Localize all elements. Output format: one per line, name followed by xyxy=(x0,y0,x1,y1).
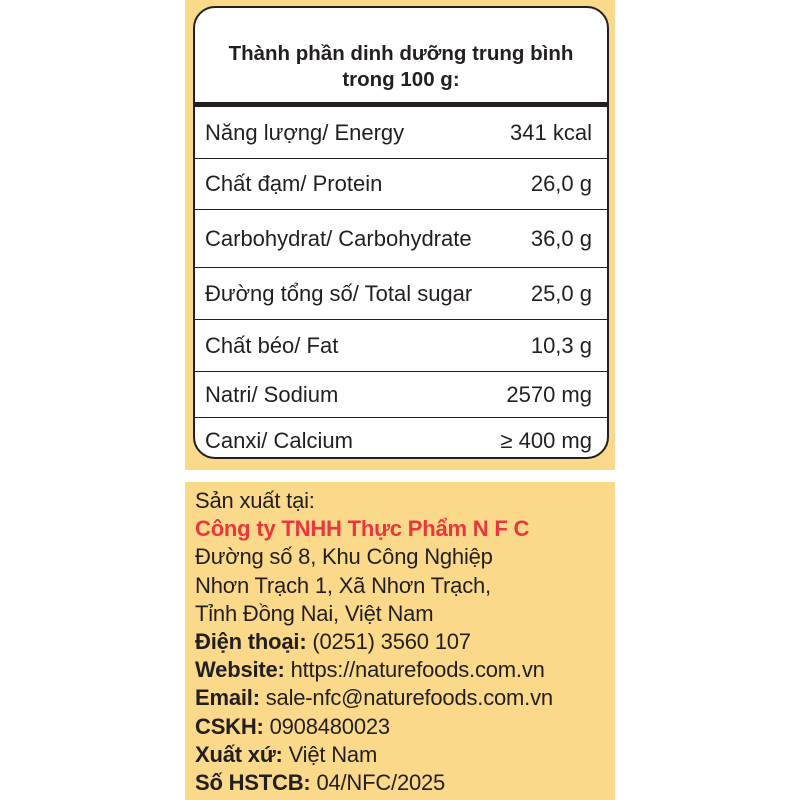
cskh-value: 0908480023 xyxy=(263,713,390,739)
nutrient-value: ≥ 400 mg xyxy=(500,427,592,453)
website-line xyxy=(195,656,613,684)
address-line-1: Đường số 8, Khu Công Nghiệp xyxy=(195,544,493,570)
company-name: Công ty TNHH Thực Phẩm N F C xyxy=(195,516,530,542)
nutrient-value: 2570 mg xyxy=(506,381,592,407)
hstcb-line xyxy=(195,769,613,797)
nutrition-row-carbohydrate xyxy=(195,210,607,268)
nutrition-title-line2: trong 100 g: xyxy=(342,68,460,91)
phone-value: (0251) 3560 107 xyxy=(306,629,471,655)
cskh-label: CSKH: xyxy=(195,713,264,739)
nutrition-row-total-sugar xyxy=(195,268,607,320)
hstcb-label: Số HSTCB: xyxy=(195,770,311,796)
nutrient-label: Carbohydrat/ Carbohydrate xyxy=(205,225,472,251)
nutrition-row-sodium xyxy=(195,372,607,418)
hstcb-value: 04/NFC/2025 xyxy=(310,770,446,796)
nutrition-facts-table xyxy=(193,6,609,459)
nutrient-label: Đường tổng số/ Total sugar xyxy=(205,280,473,306)
nutrition-title xyxy=(195,8,607,107)
nutrition-row-energy xyxy=(195,107,607,159)
website-label: Website: xyxy=(195,657,285,683)
website-value: https://naturefoods.com.vn xyxy=(284,657,545,683)
nutrition-row-fat xyxy=(195,320,607,372)
manufacturer-info xyxy=(195,487,613,797)
email-line xyxy=(195,684,613,712)
origin-value: Việt Nam xyxy=(282,741,378,767)
nutrient-label: Natri/ Sodium xyxy=(205,381,339,407)
address-line-2: Nhơn Trạch 1, Xã Nhơn Trạch, xyxy=(195,572,491,598)
nutrient-value: 25,0 g xyxy=(530,280,592,306)
nutrient-value: 10,3 g xyxy=(530,332,592,358)
made-at-label: Sản xuất tại: xyxy=(195,488,315,513)
nutrition-row-protein xyxy=(195,159,607,210)
cskh-line xyxy=(195,713,613,741)
origin-line xyxy=(195,741,613,769)
address-line-3: Tỉnh Đồng Nai, Việt Nam xyxy=(195,600,434,626)
nutrient-value: 36,0 g xyxy=(530,225,592,251)
email-label: Email: xyxy=(195,685,260,711)
nutrient-value: 341 kcal xyxy=(510,119,592,145)
nutrient-label: Chất béo/ Fat xyxy=(205,332,339,358)
nutrient-label: Canxi/ Calcium xyxy=(205,427,353,453)
nutrient-label: Chất đạm/ Protein xyxy=(205,171,383,196)
nutrient-value: 26,0 g xyxy=(530,171,592,196)
origin-label: Xuất xứ: xyxy=(195,741,283,767)
phone-line xyxy=(195,628,613,656)
nutrient-label: Năng lượng/ Energy xyxy=(205,119,405,145)
nutrition-row-calcium xyxy=(195,418,607,459)
phone-label: Điện thoại: xyxy=(195,629,307,655)
email-value: sale-nfc@naturefoods.com.vn xyxy=(259,685,553,711)
nutrition-title-line1: Thành phần dinh dưỡng trung bình xyxy=(228,42,574,65)
